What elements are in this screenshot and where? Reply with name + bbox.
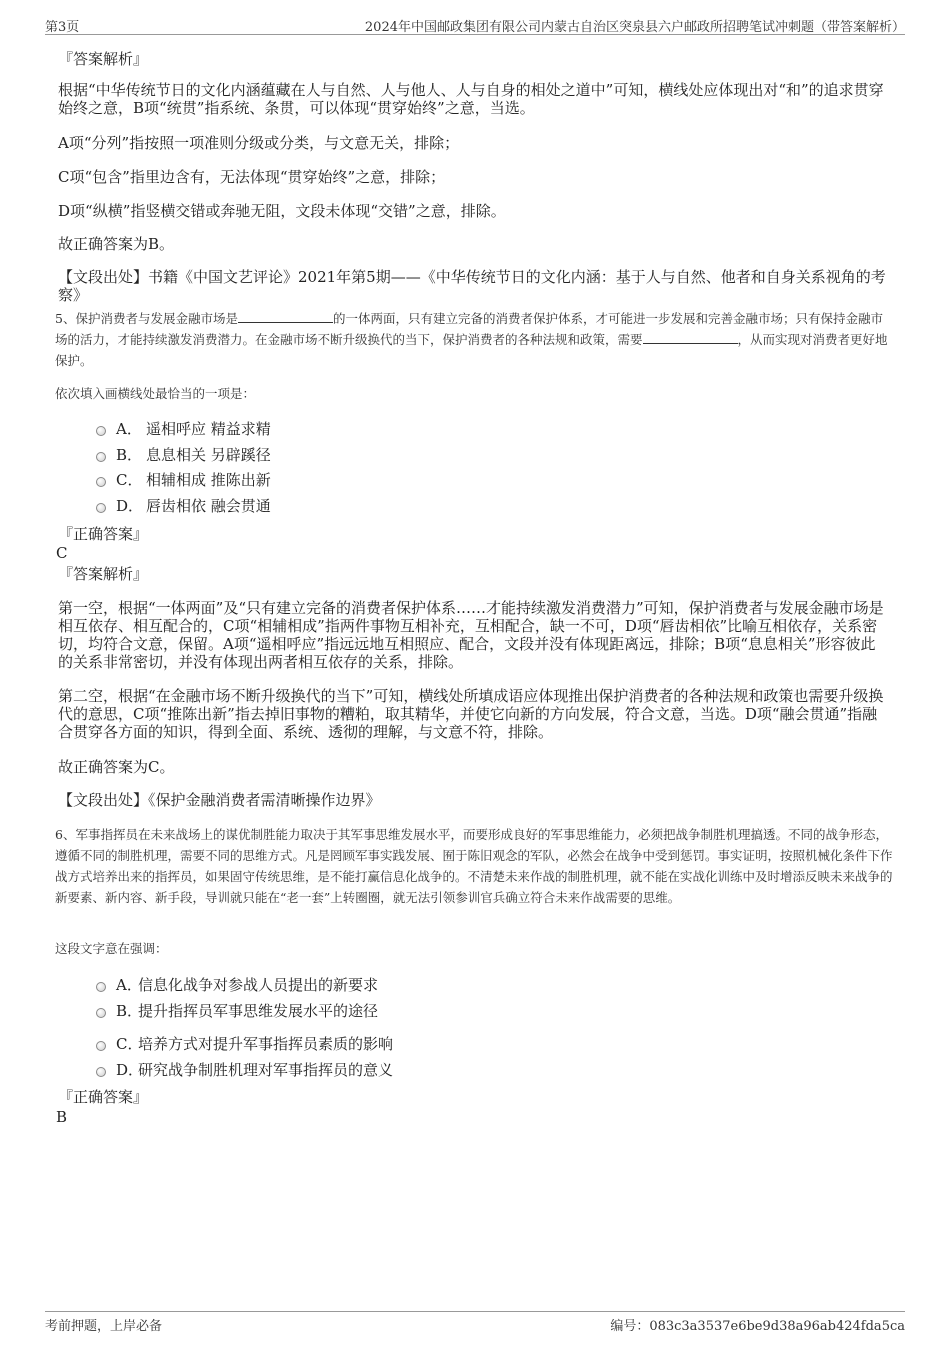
radio-icon[interactable] bbox=[96, 452, 106, 462]
q5-blank-1 bbox=[238, 309, 333, 323]
radio-icon[interactable] bbox=[96, 503, 106, 513]
q5-option-b[interactable]: B． 息息相关 另辟蹊径 bbox=[96, 446, 271, 464]
q5-analysis-para2: 第二空，根据“在金融市场不断升级换代的当下”可知，横线处所填成语应体现推出保护消费者的各种法规和政策也需要升级换代的意思，C项“推陈出新”指去掉旧事物的糟粕，取其精华，并使它向新的方向发展，符合文意，当选。D项“融会贯通”指融合贯穿各方面的知识，得到全面、系统、透彻的理解，与文意不符，排除。 bbox=[58, 687, 884, 741]
document-title: 2024年中国邮政集团有限公司内蒙古自治区突泉县六户邮政所招聘笔试冲刺题（带答案解析） bbox=[364, 20, 905, 35]
q5-stem-part1: 5、保护消费者与发展金融市场是 bbox=[55, 311, 238, 326]
q5-prompt: 依次填入画横线处最恰当的一项是： bbox=[55, 386, 256, 401]
q4-analysis-option-d: D项“纵横”指竖横交错或奔驰无阻，文段未体现“交错”之意，排除。 bbox=[58, 202, 506, 220]
q4-analysis-option-c: C项“包含”指里边含有，无法体现“贯穿始终”之意，排除； bbox=[58, 168, 446, 186]
q5-answer: C bbox=[56, 544, 68, 562]
q6-option-b[interactable]: B．提升指挥员军事思维发展水平的途径 bbox=[96, 1002, 378, 1020]
q6-option-d[interactable]: D．研究战争制胜机理对军事指挥员的意义 bbox=[96, 1061, 393, 1079]
q5-option-c[interactable]: C． 相辅相成 推陈出新 bbox=[96, 471, 271, 489]
q6-stem: 6、军事指挥员在未来战场上的谋优制胜能力取决于其军事思维发展水平，而要形成良好的军事思维能力，必须把战争制胜机理搞透。不同的战争形态，遵循不同的制胜机理，需要不同的思维方式。凡是罔顾军事实践发展、囿于陈旧观念的军队，必然会在战争中受到惩罚。事实证明，按照机械化条件下作战方式培养出来的指挥员，如果固守传统思维，是不能打赢信息化战争的。不清楚未来作战的制胜机理，就不能在实战化训练中及时增添反映未来战争的新要素、新内容、新手段，导训就只能在“老一套”上转圈圈，就无法引领参训官兵确立符合未来作战需要的思维。 bbox=[55, 827, 893, 905]
footer-slogan: 考前押题，上岸必备 bbox=[45, 1319, 163, 1334]
q4-analysis-para1: 根据“中华传统节日的文化内涵蕴藏在人与自然、人与他人、人与自身的相处之道中”可知，横线处应体现出对“和”的追求贯穿始终之意，B项“统贯”指系统、条贯，可以体现“贯穿始终”之意，当选。 bbox=[58, 81, 884, 117]
q5-stem-part3: ，从而实现对消费者更好地保护。 bbox=[55, 332, 888, 368]
q5-analysis-label: 『答案解析』 bbox=[58, 565, 149, 583]
page-footer bbox=[45, 1311, 905, 1336]
q5-option-d[interactable]: D． 唇齿相依 融会贯通 bbox=[96, 497, 271, 515]
q4-analysis-option-a: A项“分列”指按照一项准则分级或分类，与文意无关，排除； bbox=[58, 134, 460, 152]
q5-source: 【文段出处】《保护金融消费者需清晰操作边界》 bbox=[58, 791, 381, 809]
q5-option-a[interactable]: A． 遥相呼应 精益求精 bbox=[96, 420, 271, 438]
q5-stem-part2: 的一体两面，只有建立完备的消费者保护体系，才可能进一步发展和完善金融市场；只有保持金融市场的活力，才能持续激发消费潜力。在金融市场不断升级换代的当下，保护消费者的各种法规和政策，需要 bbox=[55, 311, 883, 347]
q6-answer: B bbox=[56, 1108, 68, 1126]
q5-analysis-para1: 第一空，根据“一体两面”及“只有建立完备的消费者保护体系……才能持续激发消费潜力”可知，保护消费者与发展金融市场是相互依存、相互配合的，C项“相辅相成”指两件事物互相补充，互相配合，缺一不可，D项“唇齿相依”比喻互相依存，关系密切，均符合文意，保留。A项“遥相呼应”指远远地互相照应、配合，文段并没有体现距离远，排除；B项“息息相关”形容彼此的关系非常密切，并没有体现出两者相互依存的关系，排除。 bbox=[58, 599, 884, 671]
page-header bbox=[45, 14, 905, 35]
q4-analysis-label: 『答案解析』 bbox=[58, 50, 149, 68]
q5-answer-label: 『正确答案』 bbox=[58, 525, 149, 543]
radio-icon[interactable] bbox=[96, 1008, 106, 1018]
q4-conclusion: 故正确答案为B。 bbox=[58, 235, 175, 253]
document-id: 编号：083c3a3537e6be9d38a96ab424fda5ca bbox=[610, 1319, 905, 1334]
q6-option-a[interactable]: A．信息化战争对参战人员提出的新要求 bbox=[96, 976, 378, 994]
radio-icon[interactable] bbox=[96, 1067, 106, 1077]
q6-answer-label: 『正确答案』 bbox=[58, 1088, 149, 1106]
q6-option-c[interactable]: C．培养方式对提升军事指挥员素质的影响 bbox=[96, 1035, 393, 1053]
q4-source: 【文段出处】书籍《中国文艺评论》2021年第5期——《中华传统节日的文化内涵：基于人与自然、他者和自身关系视角的考察》 bbox=[58, 268, 886, 304]
q5-stem bbox=[55, 308, 895, 371]
radio-icon[interactable] bbox=[96, 426, 106, 436]
q5-blank-2 bbox=[643, 330, 738, 344]
q5-conclusion: 故正确答案为C。 bbox=[58, 758, 175, 776]
page-number: 第3页 bbox=[45, 20, 80, 35]
q6-prompt: 这段文字意在强调： bbox=[55, 941, 168, 956]
radio-icon[interactable] bbox=[96, 1041, 106, 1051]
radio-icon[interactable] bbox=[96, 477, 106, 487]
radio-icon[interactable] bbox=[96, 982, 106, 992]
